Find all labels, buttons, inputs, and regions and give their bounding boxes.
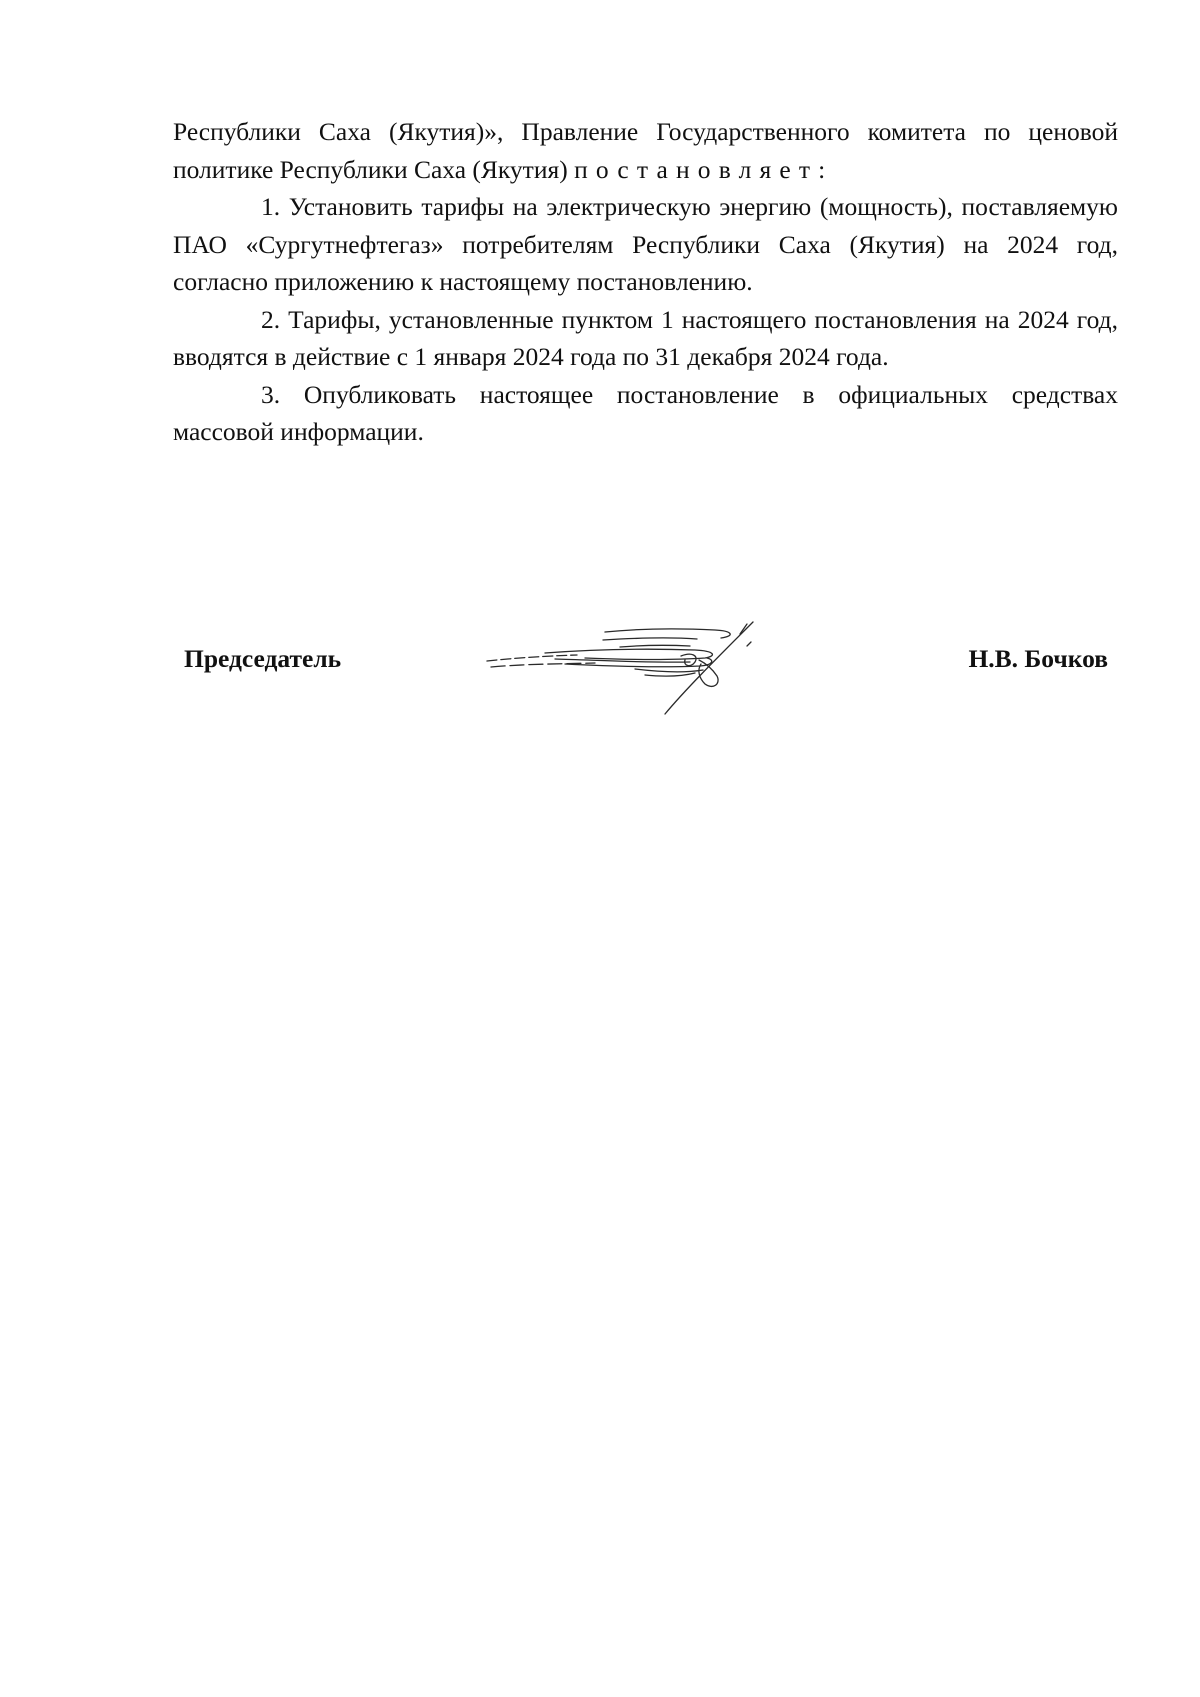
resolution-word: постановляет: [574, 154, 834, 184]
signatory-role: Председатель [184, 644, 342, 673]
signatory-name: Н.В. Бочков [968, 644, 1108, 673]
intro-paragraph [173, 113, 1118, 188]
item-2-paragraph: 2. Тарифы, установленные пунктом 1 настоящего постановления на 2024 год, вводятся в действие с 1 января 2024 года по 31 декабря 2024 года. [173, 304, 1118, 371]
handwritten-signature [485, 620, 795, 720]
item-3-paragraph: 3. Опубликовать настоящее постановление в официальных средствах массовой информации. [173, 379, 1118, 446]
item-1-paragraph: 1. Установить тарифы на электрическую энергию (мощность), поставляемую ПАО «Сургутнефтегаз» потребителям Республики Саха (Якутия) на 2024 год, согласно приложению к настоящему постановлению. [173, 192, 1118, 296]
intro-text: Республики Саха (Якутия)», Правление Государственного комитета по ценовой политике Республики Саха (Якутия) [173, 117, 1118, 184]
document-body [173, 113, 1118, 451]
signature-block [0, 600, 1200, 720]
